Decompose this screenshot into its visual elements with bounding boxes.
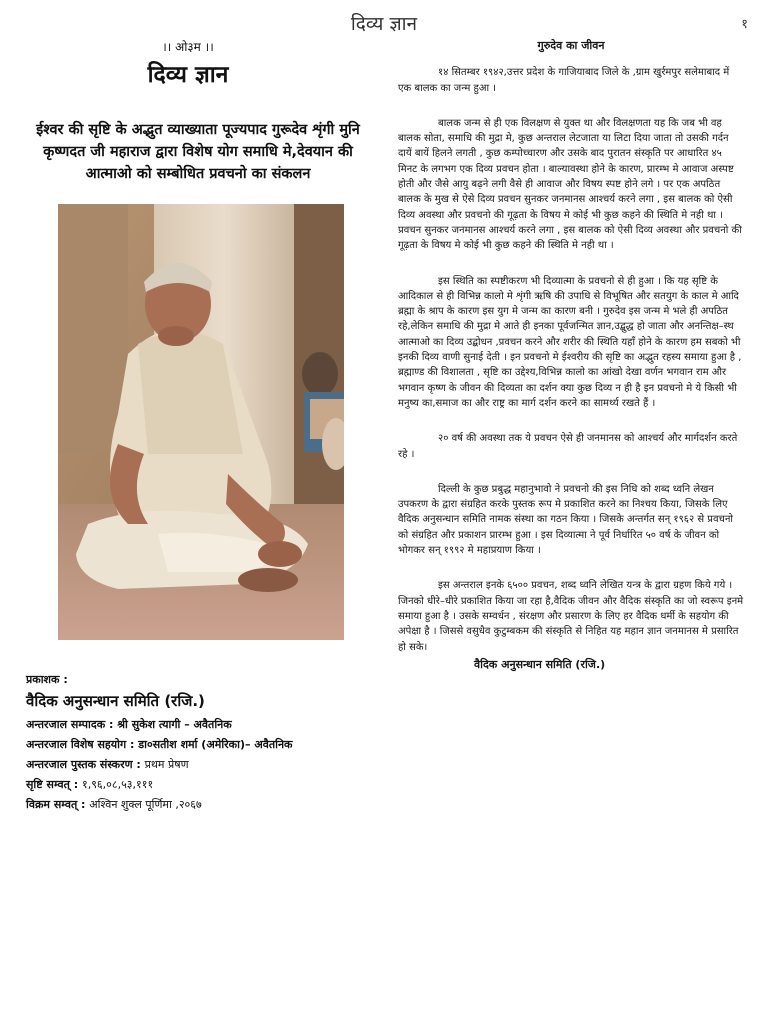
paragraph: इस अन्तराल इनके ६५०० प्रवचन, शब्द ध्वनि लेखित यन्त्र के द्वारा ग्रहण किये गये । जिनको धीरे–धीरे प्रकाशित किया जा रहा है,वैदिक जीवन और वैदिक संस्कृति का जो स्वरूप इनमे समाया हुआ है । उसके सम्वर्धन , संरक्षण और प्रसारण के लिए हर वैदिक धर्मी के सहयोग की अपेक्षा है । जिससे वसुधैव कुटुम्बकम की संस्कृति से निहित यह महान ज्ञान जनमानस मे प्रसारित हो सके। [398,580,744,653]
credit-value: अश्विन शुक्ल पूर्णिमा ,२०६७ [89,798,202,811]
credit-value: डा०सतीश शर्मा (अमेरिका)– अवैतनिक [138,738,293,751]
seated-man-photo-illustration [58,204,344,640]
credit-line-srishti-samvat [26,777,366,792]
credit-label: विक्रम सम्वत् : [26,798,90,811]
credit-line-support [26,737,366,752]
om-invocation: ।। ओ३म ।। [162,40,214,54]
guru-photo [58,204,344,640]
credit-label: अन्तरजाल सम्पादक : [26,718,118,731]
paragraph: २० वर्ष की अवस्था तक ये प्रवचन ऐसे ही जनमानस को आश्चर्य और मार्गदर्शन करते रहे । [398,433,738,460]
credit-value: श्री सुकेश त्यागी – अवैतनिक [117,718,232,731]
credit-value: प्रथम प्रेषण [144,758,189,771]
paragraph: दिल्ली के कुछ प्रबुद्ध महानुभावो ने प्रवचनो की इस निधि को शब्द ध्वनि लेखन उपकरण के द्वारा संग्रहित करके पुस्तक रूप मे प्रकाशित करने का निश्चय किया, जिसके लिए वैदिक अनुसन्धान समिति नामक संस्था का गठन किया । जिसके अन्तर्गत सन् १९६२ से प्रवचनो को संग्रहित और प्रकाशन प्रारम्भ हुआ । इस दिव्यात्मा ने पूर्व निर्धारित ५० वर्ष के जीवन को भोगकर सन् १९९२ मे महाप्रयाण किया । [398,483,734,557]
section-title: गुरुदेव का जीवन [537,39,605,52]
page-number: १ [741,17,748,32]
credit-label: सृष्टि सम्वत् : [26,778,82,791]
book-description: ईश्वर की सृष्टि के अद्भुत व्याख्याता पूज्यपाद गुरूदेव शृंगी मुनि कृष्णदत जी महाराज द्वारा विशेष योग समाधि मे,देवयान की आत्माओ को सम्बोधित प्रवचनो का संकलन [36,122,360,182]
paragraph: १४ सितम्बर १९४२,उत्तर प्रदेश के गाजियाबाद जिले के ,ग्राम खुर्रमपुर सलेमाबाद में एक बालक का जन्म हुआ । [398,67,730,94]
publisher-label: प्रकाशक : [26,673,68,686]
publisher-org: वैदिक अनुसन्धान समिति (रजि.) [26,692,205,710]
credit-label: अन्तरजाल पुस्तक संस्करण : [26,758,145,771]
credit-value: १,९६,०८,५३,१११ [82,778,154,791]
right-column [398,38,744,692]
book-title: दिव्य ज्ञान [147,62,229,88]
closing-signature: वैदिक अनुसन्धान समिति (रजि.) [474,657,606,671]
credit-line-vikram-samvat [26,797,366,812]
paragraph: इस स्थिति का स्पष्टीकरण भी दिव्यात्मा के प्रवचनो से ही हुआ । कि यह सृष्टि के आदिकाल से ही विभिन्न कालो मे शृंगी ऋषि की उपाधि से विभूषित और सतयुग के काल मे आदि ब्रह्मा के श्राप के कारण इस युग मे जन्म का कारण बनी । गुरुदेव इस जन्म मे भले ही अपठित रहे,लेकिन समाधि की मुद्रा मे आते ही इनका पूर्वजन्मित ज्ञान,उद्बुद्ध हो जाता और अनन्तिक्ष–स्थ आत्माओ का दिव्य उद्बोधन ,प्रवचन करने और शरीर की स्थिति यहाँ होने के कारण हम सबको भी इनकी दिव्य वाणी सुनाई देती । इन प्रवचनो मे ईश्वरीय की सृष्टि का अद्भुत रहस्य समाया हुआ है , ब्रह्माण्ड की विशालता , सृष्टि का उद्देश्य,विभिन्न कालो का आंखो देखा वर्णन भगवान राम और भगवान कृष्ण के जीवन की दिव्यता का दर्शन क्या कुछ दिव्य न ही है इन प्रवचनो मे ये किसी भी मनुष्य का,समाज का और राष्ट्र का मार्ग दर्शन करने का सामर्थ्य रखते हैं । [398,275,742,409]
publisher-info [26,672,366,812]
left-column [22,38,374,185]
paragraph: बालक जन्म से ही एक विलक्षण से युक्त था और विलक्षणता यह कि जब भी वह बालक सोता, समाधि की मुद्रा मे, कुछ अन्तराल लेटजाता या लिटा दिया जाता तो उसकी गर्दन दायें बायें हिलने लगती , कुछ कम्पोच्चारण और उसके बाद पुरातन संस्कृति पर आधारित ४५ मिनट के लगभग एक दिव्य प्रवचन होता । बाल्यावस्था होने के कारण, प्रारम्भ मे आवाज अस्पष्ट होती और जैसे आयु बढ़ने लगी वैसे ही आवाज और विषय स्पष्ट होने लगे । पर एक अपठित बालक के मुख से ऐसे दिव्य प्रवचन सुनकर जनमानस आश्चर्य करने लगा , इस बालक को ऐसी दिव्य अवस्था और प्रवचनो की गूढ़ता के विषय मे कोई भी कुछ कहने की स्थिति मे नही था । प्रवचन सुनकर जनमानस आश्चर्य करने लगा , इस बालक को ऐसी दिव्य अवस्था और प्रवचनो की गूढ़ता के विषय मे कोई भी कुछ कहने की स्थिति मे नही था । [398,117,742,252]
credit-label: अन्तरजाल विशेष सहयोग : [26,738,139,751]
credit-line-edition [26,757,366,772]
page-header-title: दिव्य ज्ञान [350,13,418,35]
credit-line-editor [26,717,366,732]
